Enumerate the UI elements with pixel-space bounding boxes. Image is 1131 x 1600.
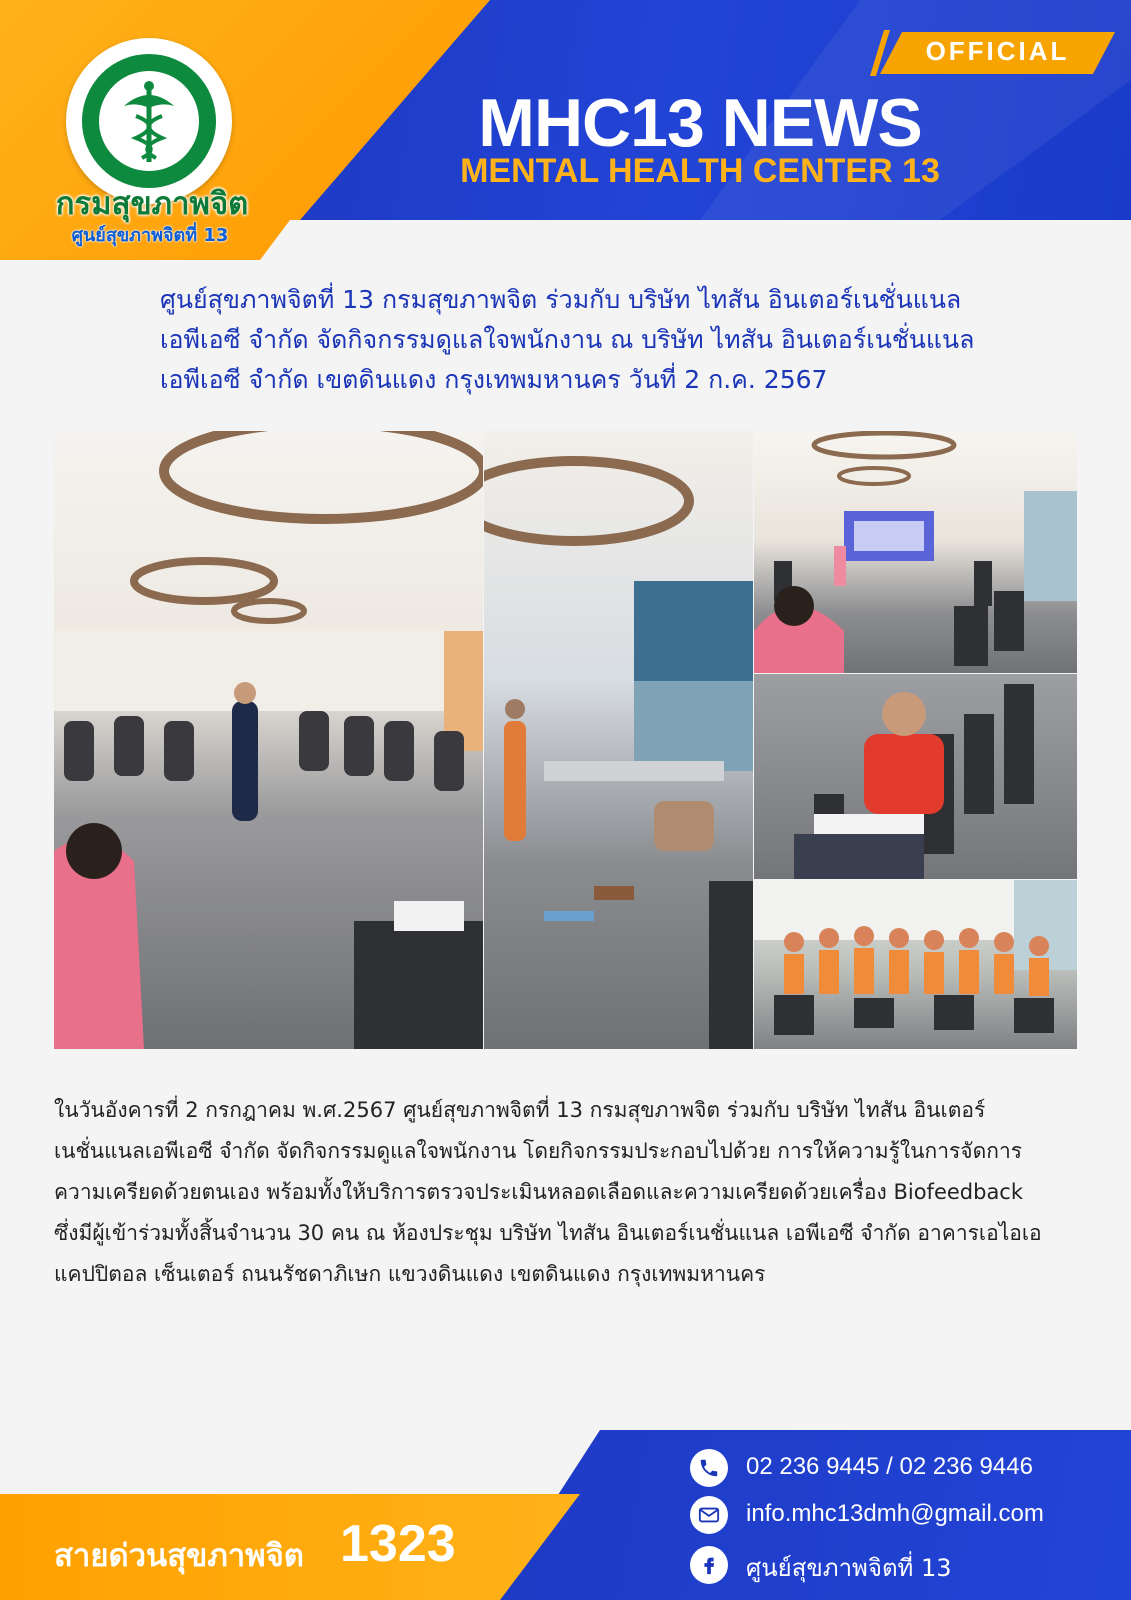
email-link[interactable]: info.mhc13dmh@gmail.com [746, 1500, 1044, 1527]
hotline-label: สายด่วนสุขภาพจิต [54, 1538, 304, 1574]
photo-meeting-room-speaker [54, 431, 483, 1049]
hotline-number[interactable]: 1323 [340, 1515, 456, 1573]
photo-presentation-screen [754, 431, 1077, 673]
center-name: ศูนย์สุขภาพจิตที่ 13 [71, 225, 229, 246]
page-subtitle: MENTAL HEALTH CENTER 13 [460, 152, 940, 190]
photo-activity-floor [484, 431, 753, 1049]
photo-participants-seated [754, 674, 1077, 879]
headline-line: เอพีเอซี จำกัด เขตดินแดง กรุงเทพมหานคร วันที่ 2 ก.ค. 2567 [160, 365, 828, 394]
body-line: ซึ่งมีผู้เข้าร่วมทั้งสิ้นจำนวน 30 คน ณ ห้องประชุม บริษัท ไทสัน อินเตอร์เนชั่นแนล เอพีเอซี จำกัด อาคารเอไอเอ [54, 1221, 1042, 1245]
headline-line: ศูนย์สุขภาพจิตที่ 13 กรมสุขภาพจิต ร่วมกับ บริษัท ไทสัน อินเตอร์เนชั่นแนล [160, 285, 962, 314]
article-body [54, 1090, 1078, 1295]
phone-icon [690, 1449, 728, 1487]
facebook-link[interactable]: ศูนย์สุขภาพจิตที่ 13 [746, 1554, 952, 1582]
headline-line: เอพีเอซี จำกัด จัดกิจกรรมดูแลใจพนักงาน ณ บริษัท ไทสัน อินเตอร์เนชั่นแนล [160, 325, 975, 354]
caduceus-icon [82, 54, 216, 188]
body-line: ในวันอังคารที่ 2 กรกฎาคม พ.ศ.2567 ศูนย์สุขภาพจิตที่ 13 กรมสุขภาพจิต ร่วมกับ บริษัท ไทสัน อินเตอร์ [54, 1098, 986, 1122]
body-line: ความเครียดด้วยตนเอง พร้อมทั้งให้บริการตรวจประเมินหลอดเลือดและความเครียดด้วยเครื่อง Biofeedback [54, 1180, 1024, 1204]
headline [160, 280, 1080, 400]
body-line: เนชั่นแนลเอพีเอซี จำกัด จัดกิจกรรมดูแลใจพนักงาน โดยกิจกรรมประกอบไปด้วย การให้ความรู้ในการจัดการ [54, 1139, 1023, 1163]
body-line: แคปปิตอล เซ็นเตอร์ ถนนรัชดาภิเษก แขวงดินแดง เขตดินแดง กรุงเทพมหานคร [54, 1262, 766, 1286]
mail-icon [690, 1496, 728, 1534]
phone-number[interactable]: 02 236 9445 / 02 236 9446 [746, 1453, 1033, 1480]
department-name: กรมสุขภาพจิต [55, 186, 249, 222]
facebook-icon [690, 1546, 728, 1584]
photo-group-photo [754, 880, 1077, 1049]
page-title: MHC13 NEWS [478, 85, 922, 161]
official-badge-label: OFFICIAL [925, 36, 1070, 66]
